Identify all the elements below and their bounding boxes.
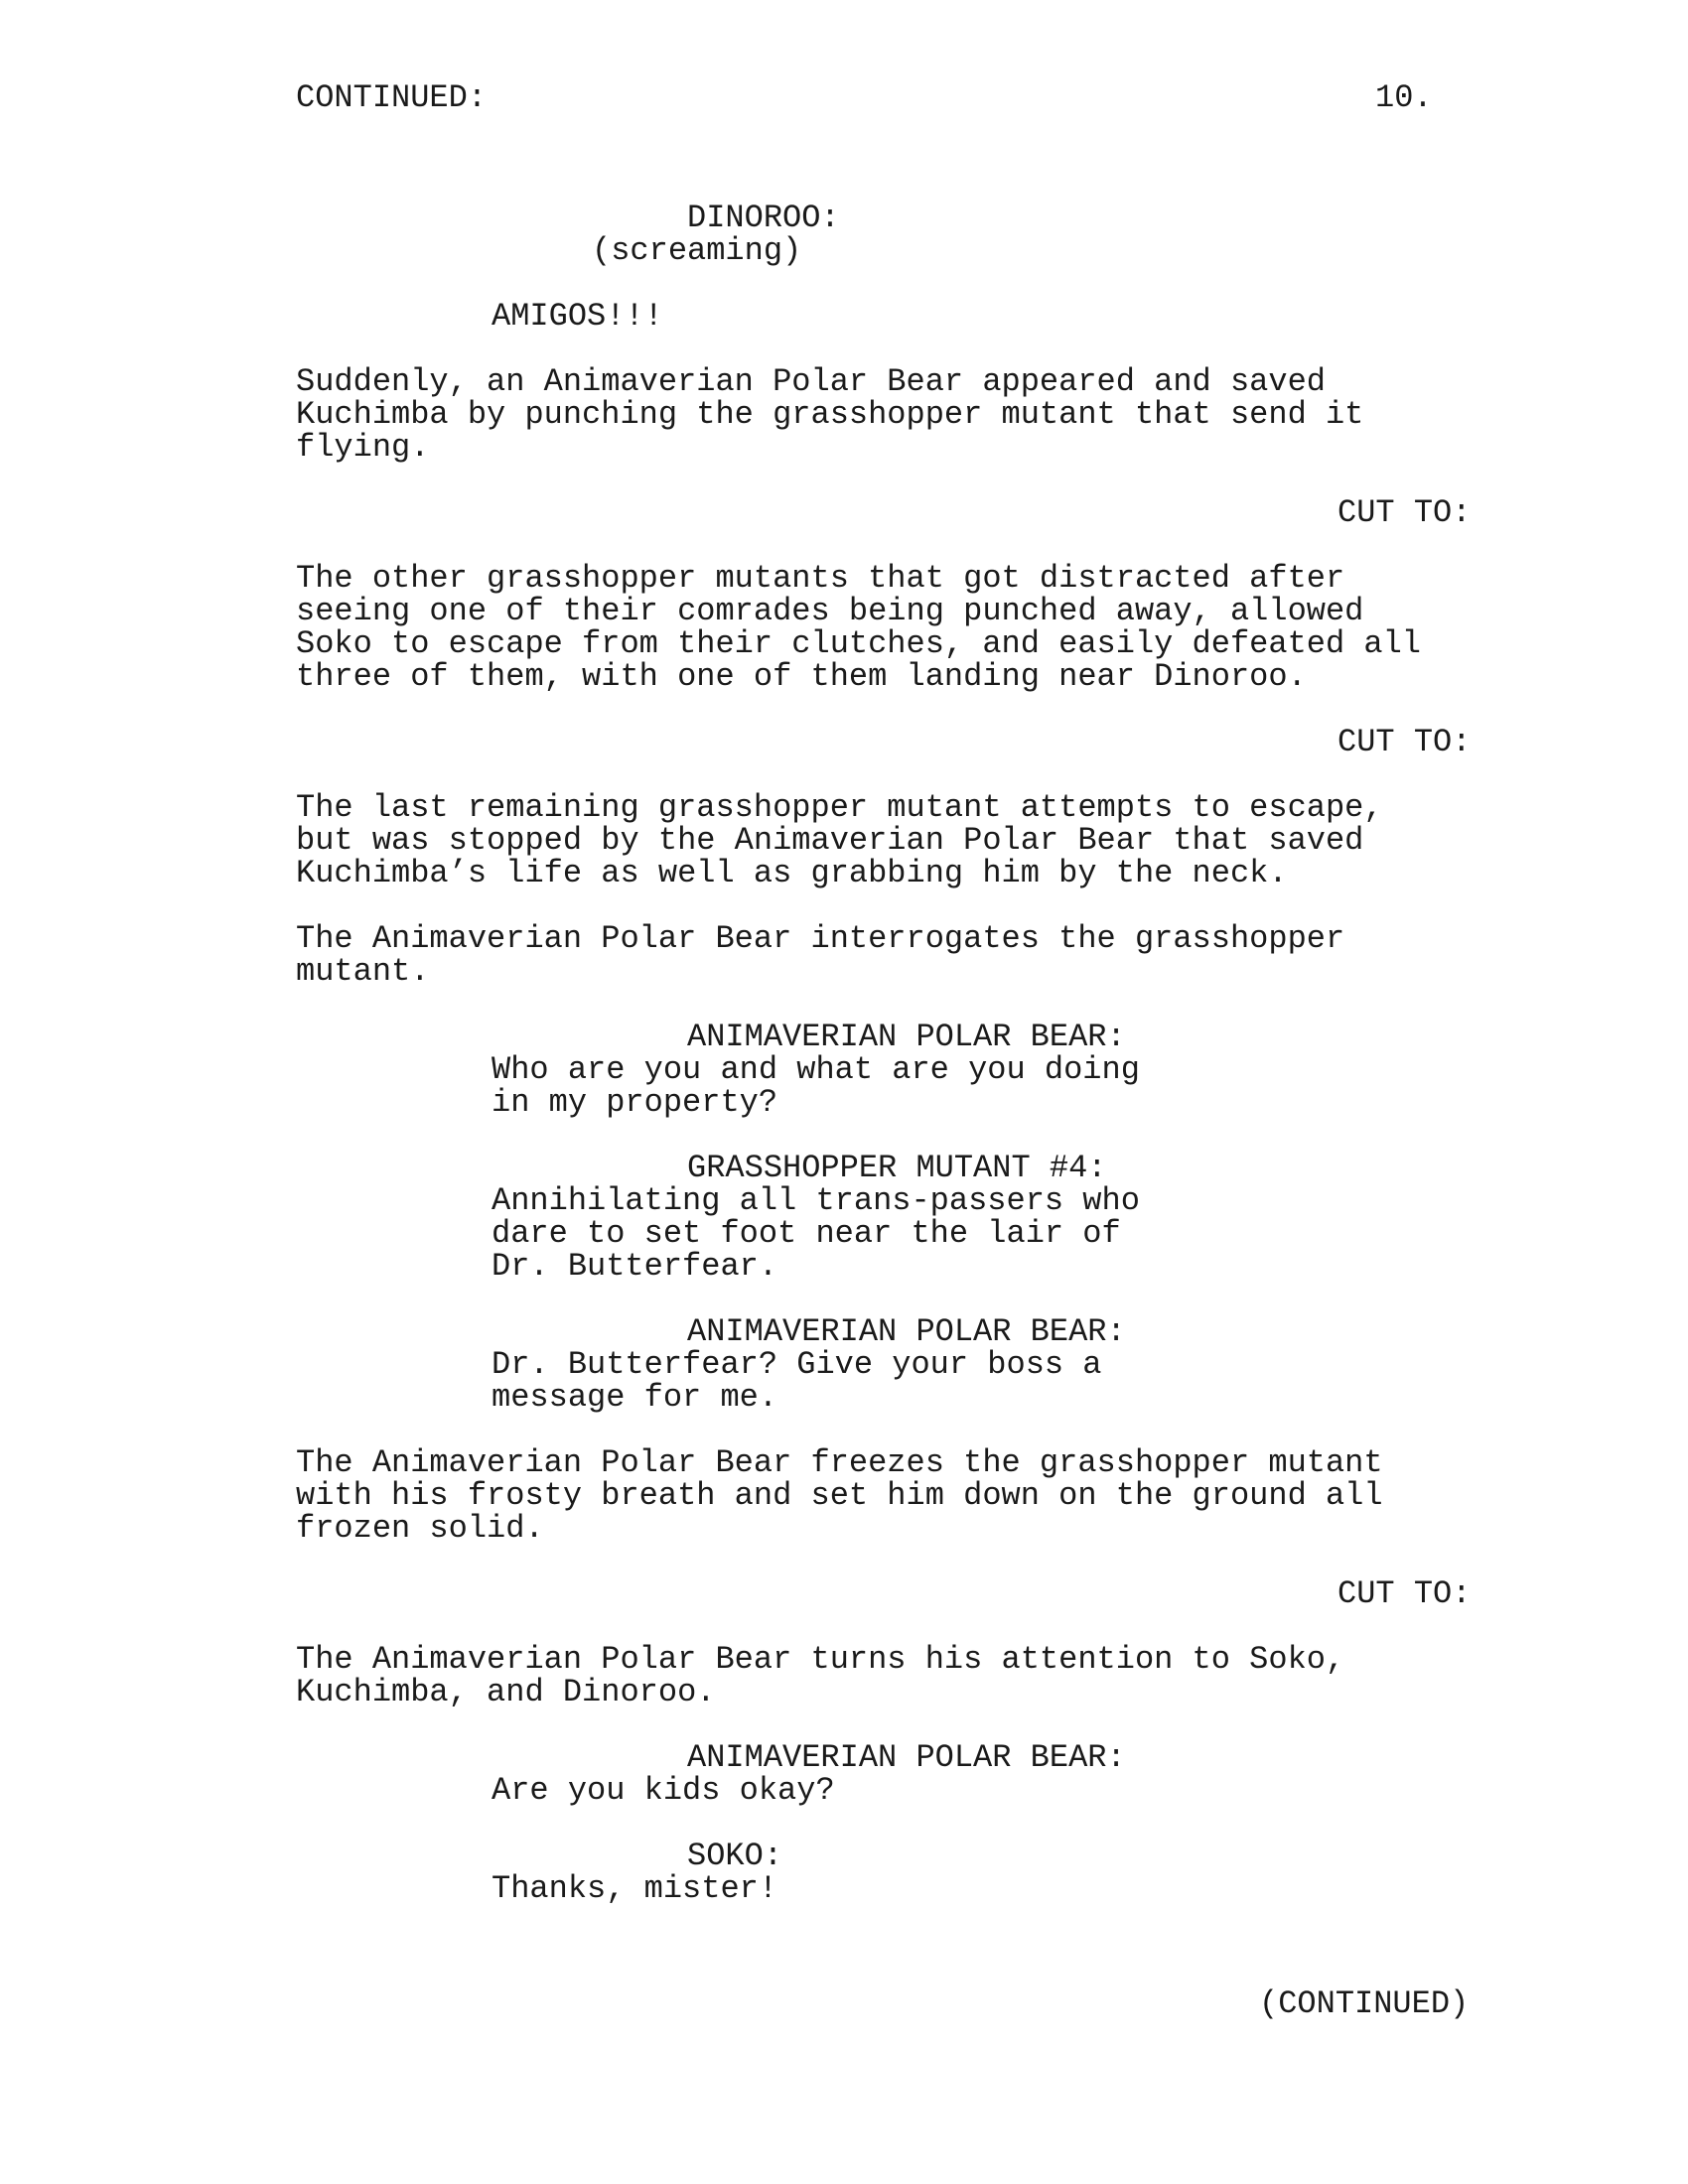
- character-name: ANIMAVERIAN POLAR BEAR:: [687, 1739, 1126, 1776]
- continued-header: CONTINUED:: [296, 79, 488, 116]
- dialogue-line: dare to set foot near the lair of: [492, 1215, 1121, 1252]
- action-paragraph: [296, 365, 1363, 464]
- action-line: Suddenly, an Animaverian Polar Bear appeared and saved: [296, 363, 1326, 400]
- action-line: with his frosty breath and set him down on the ground all: [296, 1477, 1383, 1514]
- parenthetical: (screaming): [592, 232, 802, 269]
- character-name: ANIMAVERIAN POLAR BEAR:: [687, 1019, 1126, 1055]
- dialogue-block: [492, 1872, 777, 1905]
- dialogue-block: [492, 1774, 835, 1807]
- action-line: The Animaverian Polar Bear freezes the grasshopper mutant: [296, 1444, 1383, 1481]
- action-line: frozen solid.: [296, 1510, 544, 1547]
- action-line: The other grasshopper mutants that got distracted after: [296, 560, 1345, 597]
- action-line: three of them, with one of them landing near Dinoroo.: [296, 658, 1307, 695]
- dialogue-line: in my property?: [492, 1084, 778, 1121]
- action-line: seeing one of their comrades being punched away, allowed: [296, 593, 1364, 629]
- dialogue-line: AMIGOS!!!: [492, 298, 663, 335]
- action-paragraph: [296, 1643, 1344, 1708]
- transition: CUT TO:: [1337, 494, 1472, 531]
- character-name: ANIMAVERIAN POLAR BEAR:: [687, 1313, 1126, 1350]
- action-line: Kuchimba, and Dinoroo.: [296, 1674, 716, 1710]
- action-paragraph: [296, 562, 1421, 693]
- action-line: mutant.: [296, 953, 430, 990]
- character-name: GRASSHOPPER MUTANT #4:: [687, 1150, 1107, 1186]
- dialogue-line: Dr. Butterfear? Give your boss a: [492, 1346, 1102, 1383]
- transition: CUT TO:: [1337, 1575, 1472, 1612]
- action-line: Kuchimba’s life as well as grabbing him by the neck.: [296, 855, 1288, 891]
- dialogue-block: [492, 1053, 1140, 1119]
- action-line: The Animaverian Polar Bear turns his attention to Soko,: [296, 1641, 1345, 1678]
- dialogue-line: Annihilating all trans-passers who: [492, 1182, 1140, 1219]
- action-line: Kuchimba by punching the grasshopper mutant that send it: [296, 396, 1364, 433]
- action-paragraph: [296, 1446, 1383, 1545]
- character-name: SOKO:: [687, 1838, 783, 1874]
- dialogue-line: Who are you and what are you doing: [492, 1051, 1140, 1088]
- continued-footer: (CONTINUED): [1259, 1985, 1470, 2022]
- dialogue-line: message for me.: [492, 1379, 778, 1416]
- character-name: DINOROO:: [687, 200, 840, 236]
- dialogue-line: Thanks, mister!: [492, 1870, 778, 1907]
- dialogue-block: [492, 1348, 1102, 1414]
- transition: CUT TO:: [1337, 724, 1472, 760]
- action-line: The last remaining grasshopper mutant attempts to escape,: [296, 789, 1383, 826]
- dialogue-line: Are you kids okay?: [492, 1772, 835, 1809]
- action-line: The Animaverian Polar Bear interrogates the grasshopper: [296, 920, 1345, 957]
- dialogue-line: Dr. Butterfear.: [492, 1248, 778, 1285]
- page-number: 10.: [1375, 79, 1433, 116]
- action-paragraph: [296, 922, 1344, 988]
- dialogue-block: [492, 1184, 1140, 1283]
- action-paragraph: [296, 791, 1383, 889]
- action-line: but was stopped by the Animaverian Polar Bear that saved: [296, 822, 1364, 859]
- action-line: Soko to escape from their clutches, and easily defeated all: [296, 625, 1421, 662]
- action-line: flying.: [296, 429, 430, 466]
